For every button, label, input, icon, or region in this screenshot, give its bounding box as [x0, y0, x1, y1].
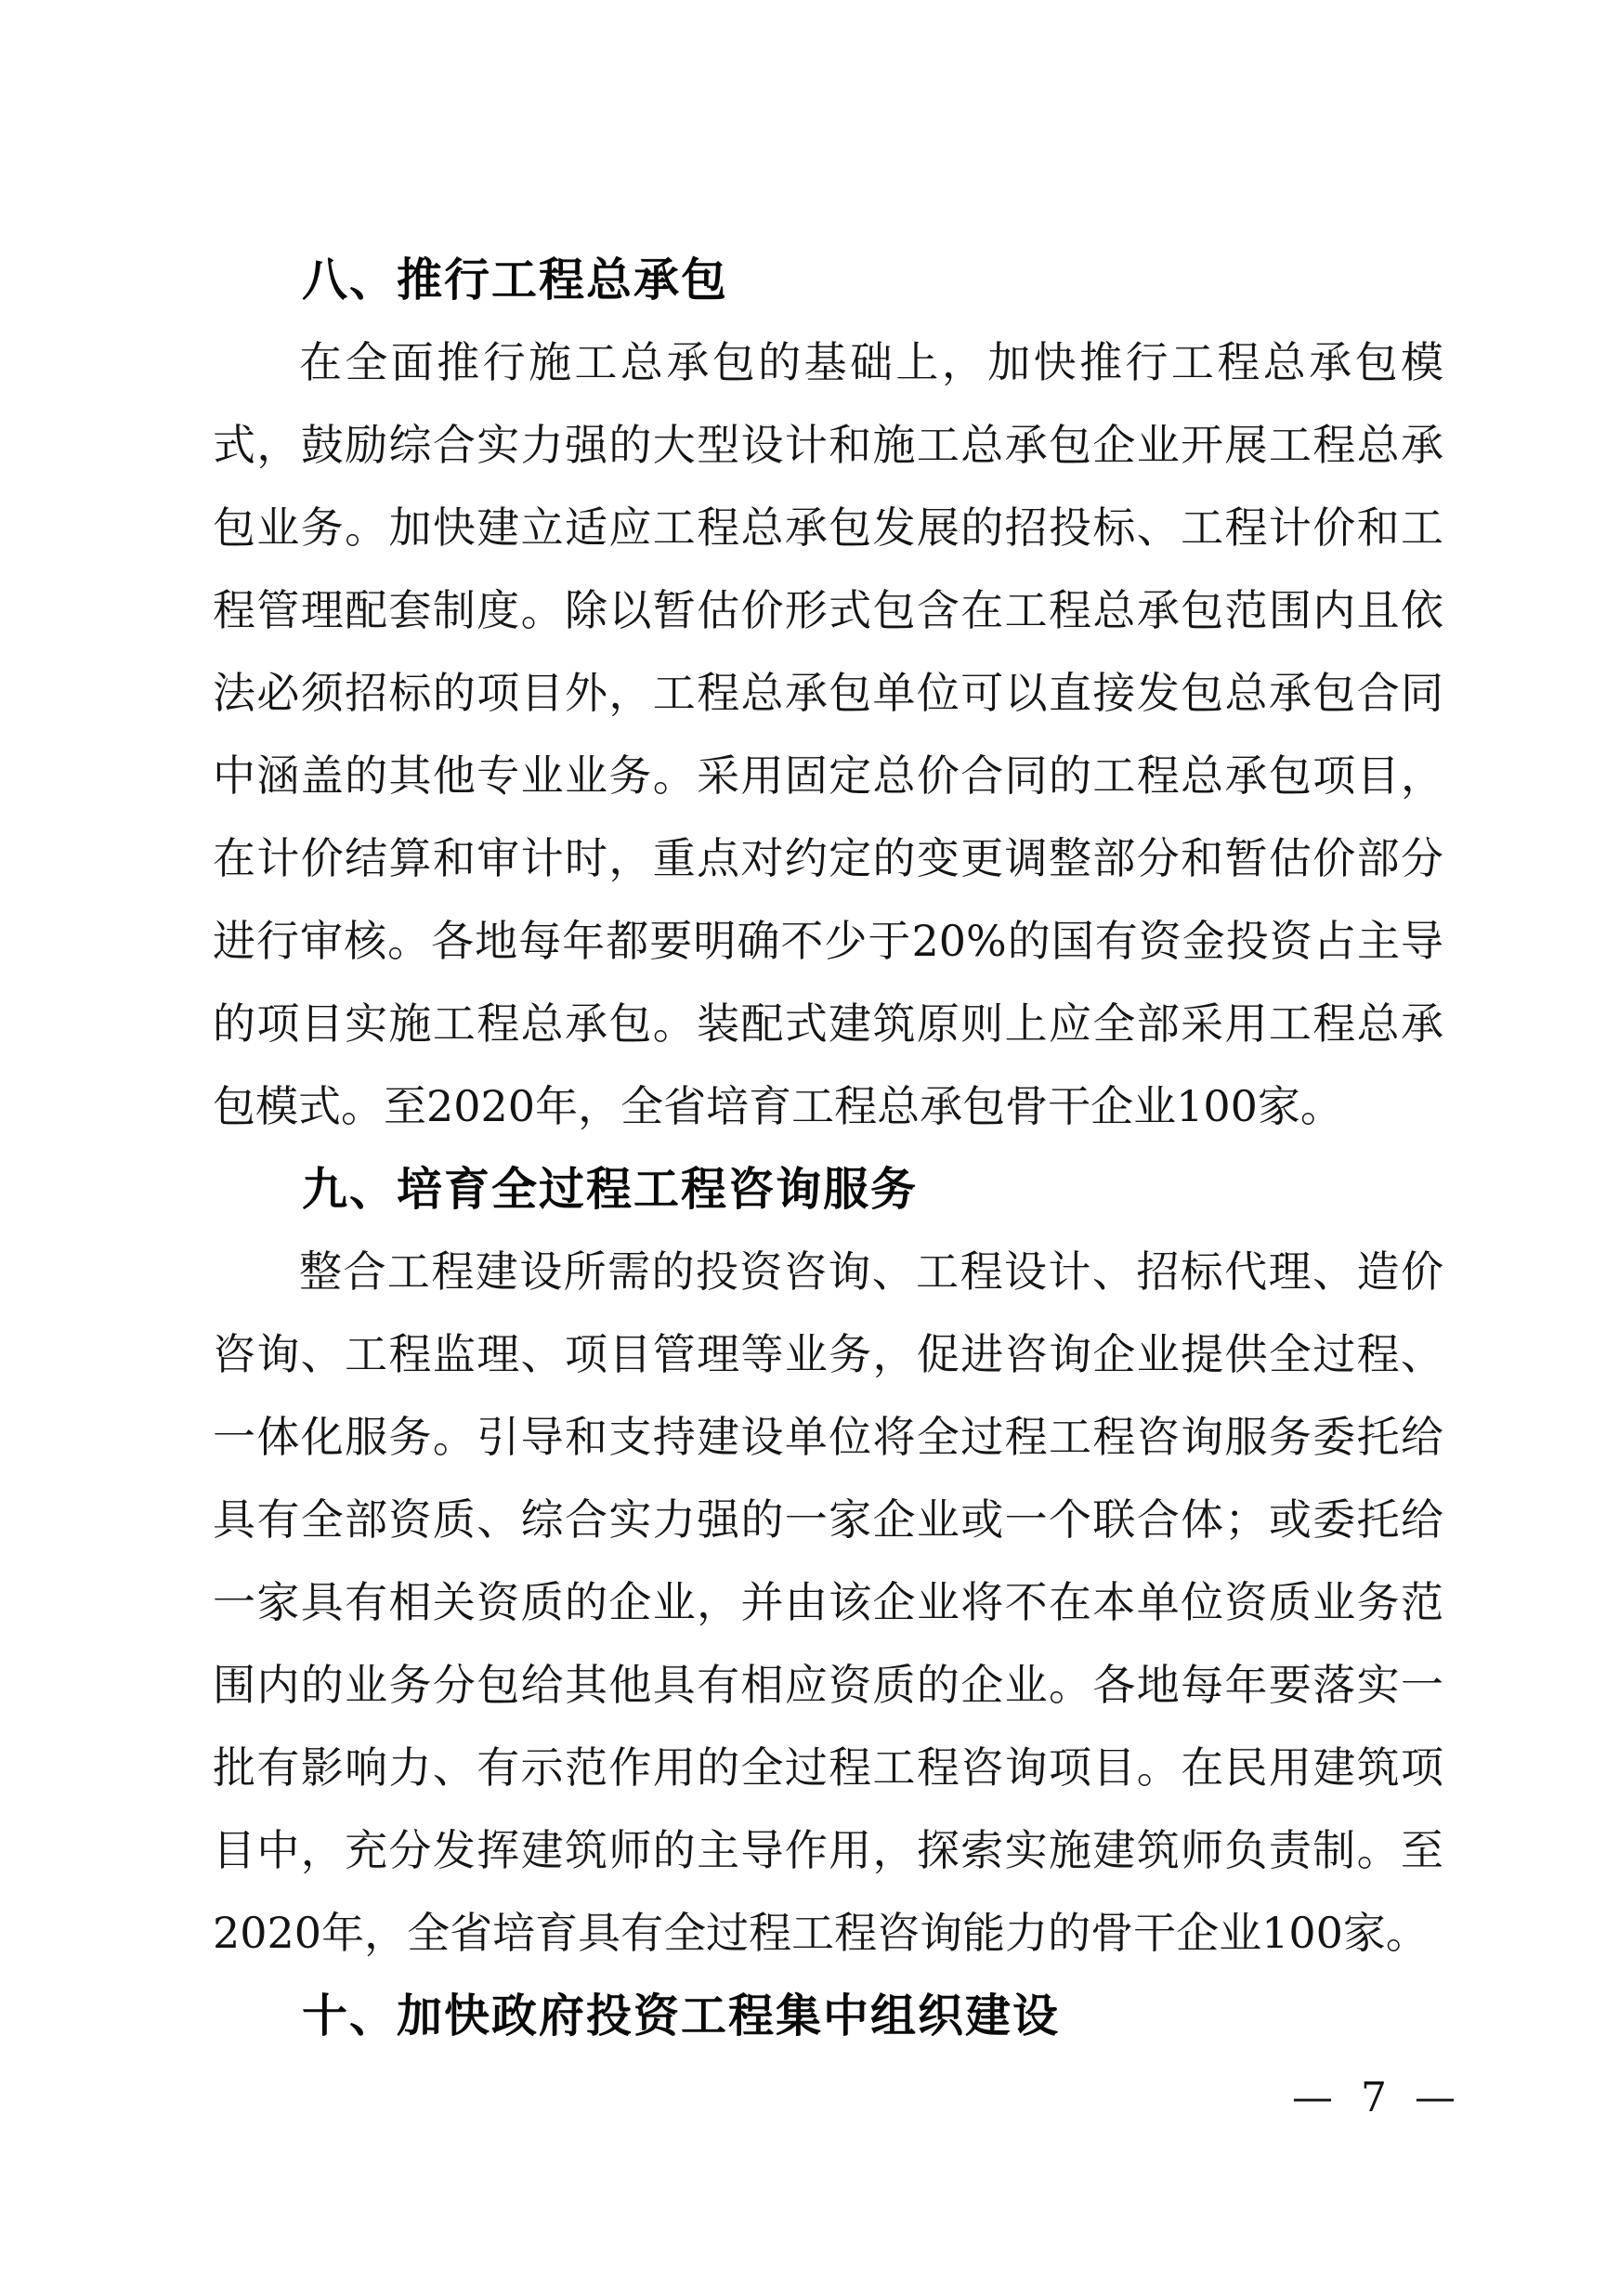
text-line: 在计价结算和审计时，重点对约定的变更调整部分和暂估价部分: [213, 833, 1443, 883]
section-8-heading: 八、推行工程总承包: [302, 254, 729, 307]
text-line: 进行审核。各地每年都要明确不少于20%的国有资金投资占主导: [213, 916, 1443, 966]
document-body: [213, 239, 1443, 2057]
text-line: 在全面推行施工总承包的基础上，加快推行工程总承包模: [299, 337, 1443, 387]
text-line: 2020年，全省培育具有全过程工程咨询能力的骨干企业100家。: [213, 1908, 1429, 1958]
text-line: 一家具有相关资质的企业，并由该企业将不在本单位资质业务范: [213, 1577, 1443, 1627]
text-line: 一体化服务。引导和支持建设单位将全过程工程咨询服务委托给: [213, 1412, 1443, 1462]
text-line: 咨询、工程监理、项目管理等业务，促进咨询企业提供全过程、: [213, 1329, 1443, 1379]
page-number: — 7 —: [1292, 2074, 1463, 2121]
text-line: 批有影响力、有示范作用的全过程工程咨询项目。在民用建筑项: [213, 1742, 1443, 1793]
section-8-paragraph: [213, 321, 1443, 1148]
section-10-heading: 十、加快政府投资工程集中组织建设: [302, 1989, 1061, 2042]
text-line: 包模式。至2020年，全省培育工程总承包骨干企业100家。: [213, 1081, 1343, 1131]
text-line: 围内的业务分包给其他具有相应资质的企业。各地每年要落实一: [213, 1660, 1443, 1710]
text-line: 中涵盖的其他专业业务。采用固定总价合同的工程总承包项目，: [213, 750, 1443, 801]
text-line: 式，鼓励综合实力强的大型设计和施工总承包企业开展工程总承: [213, 420, 1443, 470]
text-line: 包业务。加快建立适应工程总承包发展的招投标、工程计价和工: [213, 502, 1443, 553]
section-9-paragraph: [213, 1231, 1443, 1975]
text-line: 具有全部资质、综合实力强的一家企业或一个联合体；或委托给: [213, 1494, 1443, 1545]
text-line: 整合工程建设所需的投资咨询、工程设计、招标代理、造价: [299, 1246, 1443, 1297]
section-9-heading: 九、培育全过程工程咨询服务: [302, 1163, 919, 1216]
text-line: 法必须招标的项目外，工程总承包单位可以直接发包总承包合同: [213, 668, 1443, 718]
text-line: 的项目实施工程总承包。装配式建筑原则上应全部采用工程总承: [213, 998, 1443, 1049]
text-line: 目中，充分发挥建筑师的主导作用，探索实施建筑师负责制。至: [213, 1825, 1443, 1875]
text-line: 程管理配套制度。除以暂估价形式包含在工程总承包范围内且依: [213, 585, 1443, 635]
